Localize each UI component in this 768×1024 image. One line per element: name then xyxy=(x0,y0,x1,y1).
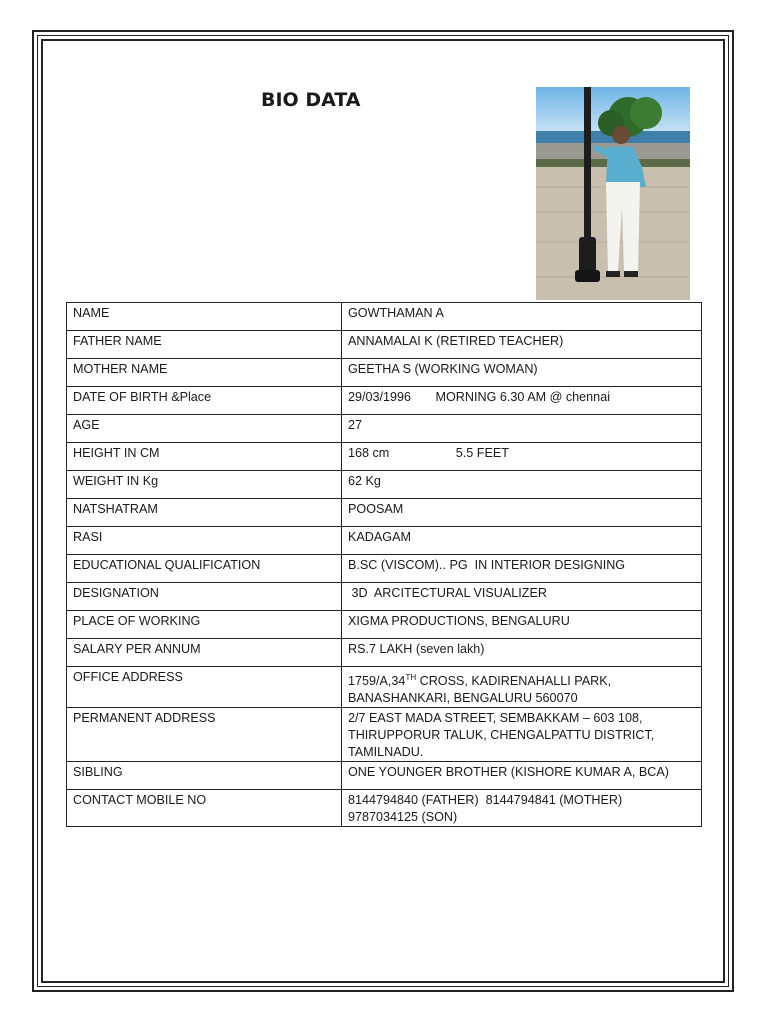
table-row xyxy=(67,583,702,611)
table-row xyxy=(67,762,702,790)
field-label: NATSHATRAM xyxy=(67,499,342,527)
table-row xyxy=(67,359,702,387)
field-label: DESIGNATION xyxy=(67,583,342,611)
field-label: SALARY PER ANNUM xyxy=(67,639,342,667)
field-value: XIGMA PRODUCTIONS, BENGALURU xyxy=(342,611,702,639)
table-row xyxy=(67,555,702,583)
field-value: 2/7 EAST MADA STREET, SEMBAKKAM – 603 108, THIRUPPORUR TALUK, CHENGALPATTU DISTRICT, TAMILNADU. xyxy=(342,708,702,762)
field-value: GOWTHAMAN A xyxy=(342,303,702,331)
field-value: 27 xyxy=(342,415,702,443)
field-value: 3D ARCITECTURAL VISUALIZER xyxy=(342,583,702,611)
field-value: 8144794840 (FATHER) 8144794841 (MOTHER) 9787034125 (SON) xyxy=(342,790,702,827)
table-row xyxy=(67,708,702,762)
field-label: AGE xyxy=(67,415,342,443)
table-row xyxy=(67,387,702,415)
page-title: BIO DATA xyxy=(261,89,361,111)
field-label: SIBLING xyxy=(67,762,342,790)
table-row xyxy=(67,611,702,639)
field-value: POOSAM xyxy=(342,499,702,527)
field-value: ANNAMALAI K (RETIRED TEACHER) xyxy=(342,331,702,359)
table-row xyxy=(67,415,702,443)
field-value: B.SC (VISCOM).. PG IN INTERIOR DESIGNING xyxy=(342,555,702,583)
field-value: GEETHA S (WORKING WOMAN) xyxy=(342,359,702,387)
field-value: ONE YOUNGER BROTHER (KISHORE KUMAR A, BCA) xyxy=(342,762,702,790)
field-value: RS.7 LAKH (seven lakh) xyxy=(342,639,702,667)
person-photo-icon xyxy=(536,87,690,300)
field-value: 168 cm 5.5 FEET xyxy=(342,443,702,471)
field-label: MOTHER NAME xyxy=(67,359,342,387)
office-address-part: 1759/A,34 xyxy=(348,674,406,689)
field-value: KADAGAM xyxy=(342,527,702,555)
table-row xyxy=(67,303,702,331)
field-label: PERMANENT ADDRESS xyxy=(67,708,342,762)
table-row xyxy=(67,667,702,708)
field-label: FATHER NAME xyxy=(67,331,342,359)
office-address-rest: CROSS, KADIRENAHALLI PARK, BANASHANKARI, BENGALURU 560070 xyxy=(348,674,612,706)
field-label: RASI xyxy=(67,527,342,555)
table-row xyxy=(67,331,702,359)
table-row xyxy=(67,499,702,527)
table-row xyxy=(67,443,702,471)
field-label: CONTACT MOBILE NO xyxy=(67,790,342,827)
field-label: NAME xyxy=(67,303,342,331)
field-value: 29/03/1996 MORNING 6.30 AM @ chennai xyxy=(342,387,702,415)
table-row xyxy=(67,471,702,499)
ordinal-suffix: TH xyxy=(405,673,417,682)
field-label: HEIGHT IN CM xyxy=(67,443,342,471)
table-row xyxy=(67,639,702,667)
table-row xyxy=(67,527,702,555)
bio-data-table xyxy=(66,302,702,827)
field-label: OFFICE ADDRESS xyxy=(67,667,342,708)
field-label: DATE OF BIRTH &Place xyxy=(67,387,342,415)
field-label: PLACE OF WORKING xyxy=(67,611,342,639)
field-value: 62 Kg xyxy=(342,471,702,499)
field-label: EDUCATIONAL QUALIFICATION xyxy=(67,555,342,583)
field-value xyxy=(342,667,702,708)
field-label: WEIGHT IN Kg xyxy=(67,471,342,499)
table-row xyxy=(67,790,702,827)
